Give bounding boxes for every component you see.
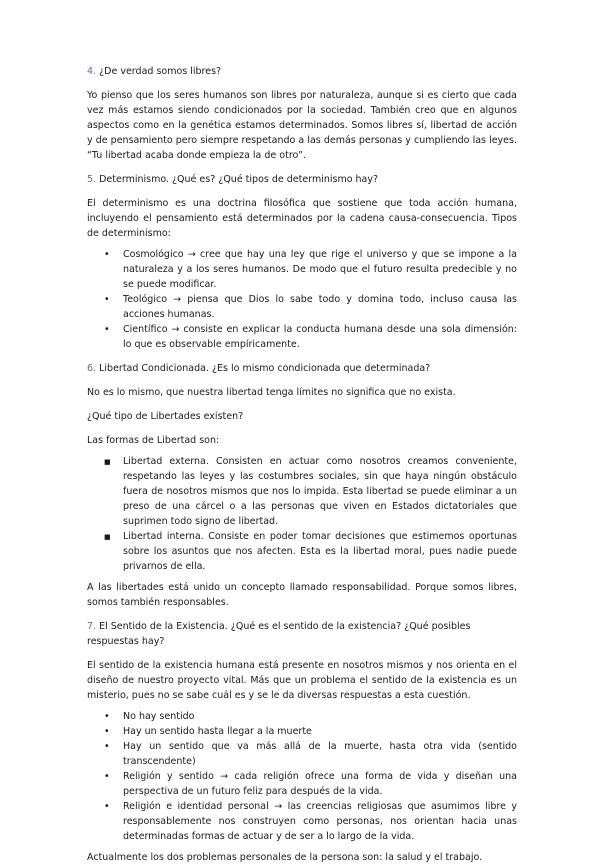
list-item: • Hay un sentido que va más allá de la muerte, hasta otra vida (sentido transcendente) xyxy=(104,741,517,767)
list-item: • Religión e identidad personal → las creencias religiosas que asumimos libre y responsablemente nos construyen como personas, nos orientan hacia unas determinadas formas de actuar y de ser a lo largo de la vida. xyxy=(104,801,517,842)
question-4-heading xyxy=(87,64,517,79)
list-item: ■ Libertad interna. Consiste en poder tomar decisiones que estimemos oportunas sobre los asuntos que nos afecten. Esta es la libertad moral, pues nadie puede privarnos de ella. xyxy=(104,531,517,572)
freedom-forms-intro: Las formas de Libertad son: xyxy=(87,435,220,446)
list-item: • Teológico → piensa que Dios lo sabe todo y domina todo, incluso causa las acciones humanas. xyxy=(104,294,517,320)
bullet-icon: • xyxy=(104,771,110,782)
question-title: El Sentido de la Existencia. ¿Qué es el sentido de la existencia? ¿Qué posibles respuestas hay? xyxy=(87,621,471,647)
question-4-answer: Yo pienso que los seres humanos son libres por naturaleza, aunque si es cierto que cada vez más estamos siendo condicionados por la sociedad. También creo que en algunos aspectos como en la genética estamos determinados. Somos libres sí, libertad de acción y de pensamiento pero siempre respetando a las demás personas y cumpliendo las leyes. “Tu libertad acaba donde empieza la de otro”. xyxy=(87,90,517,161)
question-6-heading xyxy=(87,361,517,376)
list-item: ■ Libertad externa. Consisten en actuar como nosotros creamos conveniente, respetando las leyes y las costumbres sociales, sin que haya ningún obstáculo fuera de nosotros mismos que nos lo impida. Esta libertad se puede eliminar a un preso de una cárcel o a las personas que viven en Estados dictatoriales que suprimen todo signo de libertad. xyxy=(104,456,517,527)
square-bullet-icon: ■ xyxy=(104,533,111,541)
question-title: ¿De verdad somos libres? xyxy=(99,66,222,77)
question-5-answer: El determinismo es una doctrina filosófica que sostiene que toda acción humana, incluyendo el pensamiento está determinados por la cadena causa-consecuencia. Tipos de determinismo: xyxy=(87,198,517,239)
bullet-icon: • xyxy=(104,741,110,752)
question-title: Libertad Condicionada. ¿Es lo mismo condicionada que determinada? xyxy=(99,363,431,374)
question-number: 7. xyxy=(87,621,97,632)
list-item: • Científico → consiste en explicar la conducta humana desde una sola dimensión: lo que es observable empíricamente. xyxy=(104,324,517,350)
question-number: 5. xyxy=(87,174,97,185)
bullet-icon: • xyxy=(104,324,110,335)
bullet-icon: • xyxy=(104,294,110,305)
bullet-icon: • xyxy=(104,801,110,812)
sub-question: ¿Qué tipo de Libertades existen? xyxy=(87,411,244,422)
bullet-icon: • xyxy=(104,249,110,260)
list-item: • No hay sentido xyxy=(104,711,195,722)
list-item: • Religión y sentido → cada religión ofrece una forma de vida y diseñan una perspectiva de un futuro feliz para después de la vida. xyxy=(104,771,517,797)
determinism-types-list xyxy=(87,247,517,352)
existence-answers-list xyxy=(87,709,517,844)
freedom-forms-list xyxy=(87,454,517,574)
question-7-heading xyxy=(87,619,517,649)
question-6-answer: No es lo mismo, que nuestra libertad tenga límites no significa que no exista. xyxy=(87,387,456,398)
question-number: 6. xyxy=(87,363,97,374)
question-7-answer: El sentido de la existencia humana está presente en nosotros mismos y nos orienta en el diseño de nuestro proyecto vital. Más que un problema el sentido de la existencia es un misterio, pues no se sabe cuál es y se le da diversas respuestas a esta cuestión. xyxy=(87,660,517,701)
bullet-icon: • xyxy=(104,711,110,722)
document-page xyxy=(87,64,517,865)
square-bullet-icon: ■ xyxy=(104,458,111,466)
closing-paragraph: Actualmente los dos problemas personales de la persona son: la salud y el trabajo. xyxy=(87,852,483,863)
responsibility-paragraph: A las libertades está unido un concepto llamado responsabilidad. Porque somos libres, somos también responsables. xyxy=(87,582,517,608)
question-title: Determinismo. ¿Qué es? ¿Qué tipos de determinismo hay? xyxy=(99,174,379,185)
question-number: 4. xyxy=(87,66,97,77)
list-item: • Cosmológico → cree que hay una ley que rige el universo y que se impone a la naturaleza y a los seres humanos. De modo que el futuro resulta predecible y no se puede modificar. xyxy=(104,249,517,290)
bullet-icon: • xyxy=(104,726,110,737)
list-item: • Hay un sentido hasta llegar a la muerte xyxy=(104,726,312,737)
question-5-heading xyxy=(87,172,517,187)
